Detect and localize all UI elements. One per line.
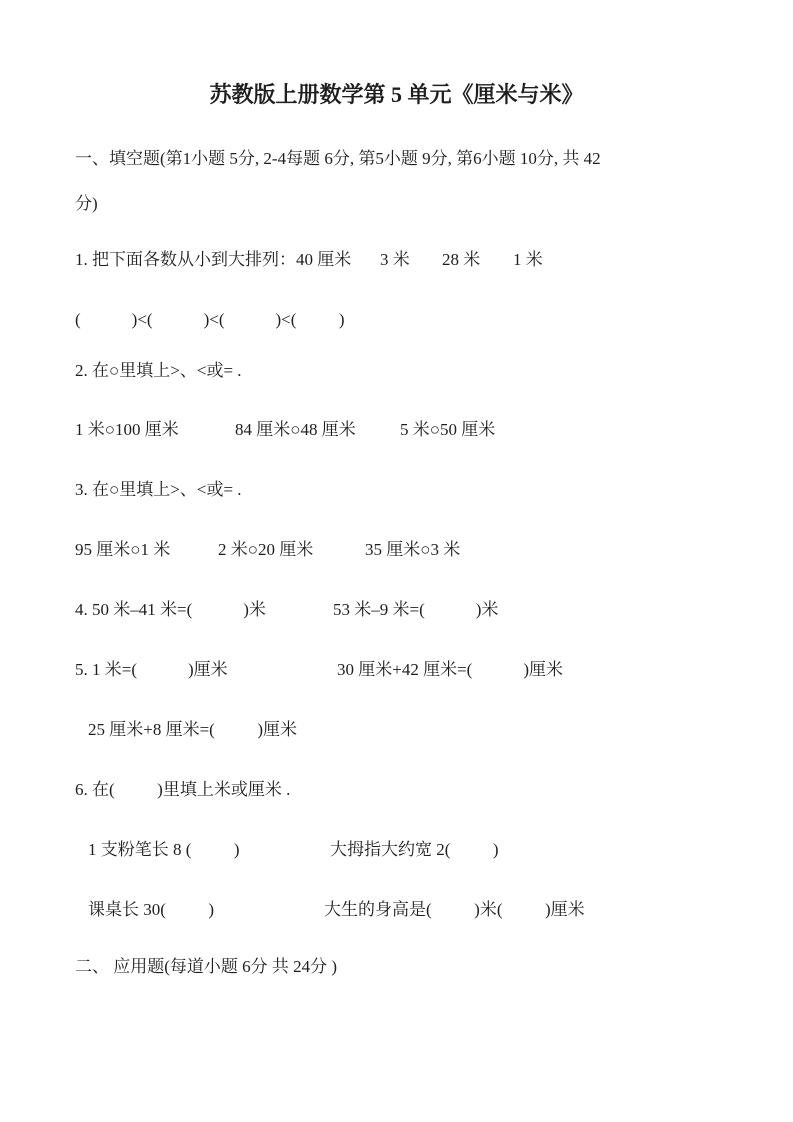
question-6-label: 6. 在( )里填上米或厘米 . bbox=[75, 780, 291, 799]
question-2-item-2: 84 厘米○48 厘米 bbox=[235, 420, 356, 439]
question-3-item-3: 35 厘米○3 米 bbox=[365, 540, 461, 559]
question-5-col-1: 5. 1 米=( )厘米 bbox=[75, 660, 228, 679]
question-2-label-row bbox=[0, 358, 793, 384]
question-1-option-2: 28 米 bbox=[442, 250, 481, 269]
question-1-label: 1. 把下面各数从小到大排列：40 厘米 bbox=[75, 250, 352, 269]
question-3-item-1: 95 厘米○1 米 bbox=[75, 540, 171, 559]
question-3-item-2: 2 米○20 厘米 bbox=[218, 540, 314, 559]
question-6-row1-col-1: 1 支粉笔长 8 ( ) bbox=[88, 840, 240, 859]
question-1-answer-row bbox=[0, 307, 793, 333]
question-4-row bbox=[0, 597, 793, 623]
question-6-label-row bbox=[0, 777, 793, 803]
question-3-items-row bbox=[0, 537, 793, 563]
question-1-label-row bbox=[0, 247, 793, 273]
question-2-item-1: 1 米○100 厘米 bbox=[75, 420, 179, 439]
section1-heading-text2: 分) bbox=[75, 194, 98, 213]
question-1-option-3: 1 米 bbox=[513, 250, 543, 269]
question-5-row bbox=[0, 657, 793, 683]
question-6-row1-col-2: 大拇指大约宽 2( ) bbox=[330, 840, 499, 859]
question-4-col-1: 4. 50 米–41 米=( )米 bbox=[75, 600, 266, 619]
question-5-extra-row bbox=[0, 717, 793, 743]
question-1-answer-blanks: ( )<( )<( )<( ) bbox=[75, 310, 345, 329]
question-6-row2-col-2: 大生的身高是( )米( )厘米 bbox=[324, 900, 585, 919]
section1-heading-text1: 一、填空题(第1小题 5分, 2-4每题 6分, 第5小题 9分, 第6小题 10分, 共 42 bbox=[75, 149, 601, 168]
question-3-label: 3. 在○里填上>、<或= . bbox=[75, 480, 242, 499]
question-2-item-3: 5 米○50 厘米 bbox=[400, 420, 496, 439]
question-1-option-1: 3 米 bbox=[380, 250, 410, 269]
question-5-extra: 25 厘米+8 厘米=( )厘米 bbox=[88, 720, 297, 739]
question-5-col-2: 30 厘米+42 厘米=( )厘米 bbox=[337, 660, 563, 679]
question-2-label: 2. 在○里填上>、<或= . bbox=[75, 361, 242, 380]
section1-heading-line1 bbox=[0, 146, 793, 172]
question-6-row-1 bbox=[0, 837, 793, 863]
section2-heading: 二、 应用题(每道小题 6分 共 24分 ) bbox=[75, 957, 338, 976]
page-title: 苏教版上册数学第 5 单元《厘米与米》 bbox=[209, 82, 584, 107]
section2-heading-row bbox=[0, 954, 793, 980]
question-6-row2-col-1: 课桌长 30( ) bbox=[88, 900, 215, 919]
question-2-items-row bbox=[0, 417, 793, 443]
question-4-col-2: 53 米–9 米=( )米 bbox=[333, 600, 499, 619]
question-6-row-2 bbox=[0, 897, 793, 923]
question-3-label-row bbox=[0, 477, 793, 503]
section1-heading-line2 bbox=[0, 191, 793, 217]
